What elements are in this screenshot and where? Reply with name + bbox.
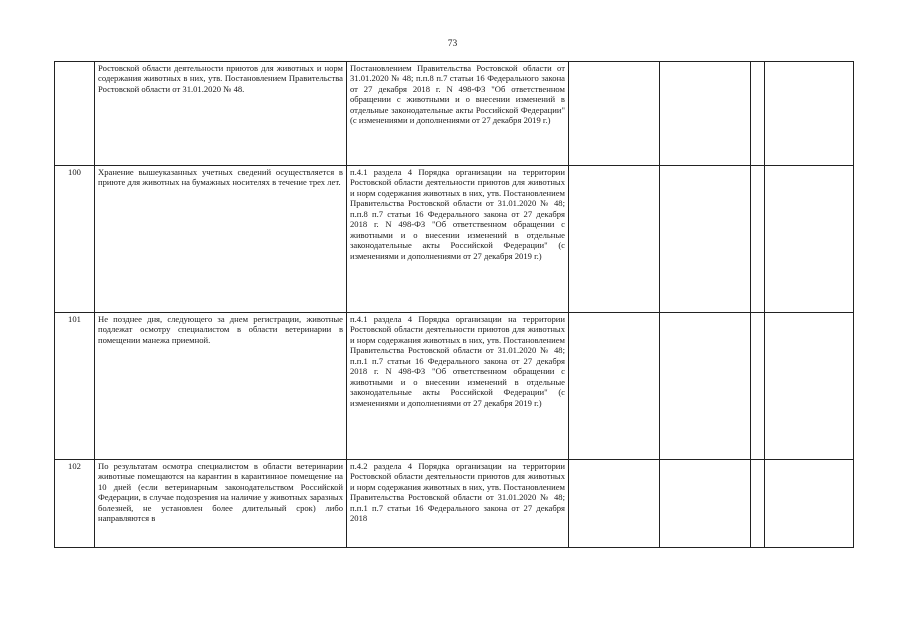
empty-cell <box>765 313 854 460</box>
empty-cell <box>660 460 751 548</box>
empty-cell <box>765 460 854 548</box>
table-row <box>55 313 854 460</box>
empty-cell <box>751 166 765 313</box>
empty-cell <box>569 460 660 548</box>
row-number: 101 <box>55 313 95 460</box>
legal-basis-text: п.4.1 раздела 4 Порядка организации на территории Ростовской области деятельности приютов для животных и норм содержания животных в них, утв. Постановлением Правительства Ростовской области от 31.01.2020 № 48; п.п.1 п.7 статьи 16 Федерального закона от 27 декабря 2018 г. N 498-ФЗ "Об ответственном обращении с животными и о внесении изменений в отдельные законодательные акты Российской Федерации" (с изменениями и дополнениями от 27 декабря 2019 г.) <box>347 313 569 460</box>
empty-cell <box>660 62 751 166</box>
empty-cell <box>569 313 660 460</box>
row-number: 102 <box>55 460 95 548</box>
empty-cell <box>751 313 765 460</box>
table-row <box>55 62 854 166</box>
empty-cell <box>569 166 660 313</box>
requirements-table <box>54 61 854 548</box>
requirement-text: По результатам осмотра специалистом в области ветеринарии животные помещаются на карантин в карантинное помещение на 10 дней (если ветеринарным законодательством Российской Федерации, в случае подозрения на наличие у животных заразных болезней, не установлен более длительный срок) либо направляются в <box>95 460 347 548</box>
table-row <box>55 166 854 313</box>
empty-cell <box>765 166 854 313</box>
legal-basis-text: п.4.2 раздела 4 Порядка организации на территории Ростовской области деятельности приютов для животных и норм содержания животных в них, утв. Постановлением Правительства Ростовской области от 31.01.2020 № 48; п.п.1 п.7 статьи 16 Федерального закона от 27 декабря 2018 <box>347 460 569 548</box>
legal-basis-text: Постановлением Правительства Ростовской области от 31.01.2020 № 48; п.п.8 п.7 статьи 16 Федерального закона от 27 декабря 2018 г. N 498-ФЗ "Об ответственном обращении с животными и о внесении изменений в отдельные законодательные акты Российской Федерации" (с изменениями и дополнениями от 27 декабря 2019 г.) <box>347 62 569 166</box>
empty-cell <box>660 313 751 460</box>
empty-cell <box>765 62 854 166</box>
row-number <box>55 62 95 166</box>
page-number: 73 <box>447 39 458 49</box>
requirement-text: Ростовской области деятельности приютов для животных и норм содержания животных в них, утв. Постановлением Правительства Ростовской области от 31.01.2020 № 48. <box>95 62 347 166</box>
empty-cell <box>660 166 751 313</box>
requirement-text: Не позднее дня, следующего за днем регистрации, животные подлежат осмотру специалистом в области ветеринарии в помещении манежа приемной. <box>95 313 347 460</box>
table-row <box>55 460 854 548</box>
empty-cell <box>569 62 660 166</box>
empty-cell <box>751 460 765 548</box>
requirement-text: Хранение вышеуказанных учетных сведений осуществляется в приюте для животных на бумажных носителях в течение трех лет. <box>95 166 347 313</box>
empty-cell <box>751 62 765 166</box>
legal-basis-text: п.4.1 раздела 4 Порядка организации на территории Ростовской области деятельности приютов для животных и норм содержания животных в них, утв. Постановлением Правительства Ростовской области от 31.01.2020 № 48; п.п.8 п.7 статьи 16 Федерального закона от 27 декабря 2018 г. N 498-ФЗ "Об ответственном обращении с животными и о внесении изменений в отдельные законодательные акты Российской Федерации" (с изменениями и дополнениями от 27 декабря 2019 г.) <box>347 166 569 313</box>
row-number: 100 <box>55 166 95 313</box>
